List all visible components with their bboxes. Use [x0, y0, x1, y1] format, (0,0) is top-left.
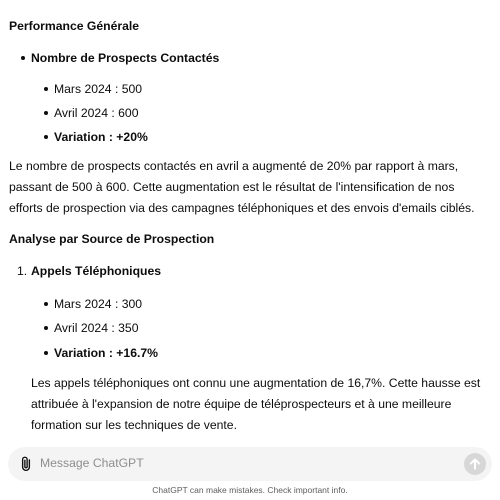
- list-item-variation: Variation : +20%: [54, 130, 148, 144]
- heading-analyse: Analyse par Source de Prospection: [9, 232, 215, 246]
- message-input[interactable]: Message ChatGPT: [40, 456, 144, 470]
- list-item: Avril 2024 : 600: [54, 106, 139, 120]
- list-item: Avril 2024 : 350: [54, 321, 139, 335]
- bullet: [21, 56, 25, 60]
- disclaimer-footer: ChatGPT can make mistakes. Check important info.: [152, 485, 348, 495]
- list-item-variation: Variation : +16.7%: [54, 346, 158, 360]
- send-button[interactable]: [464, 453, 486, 475]
- bullet: [44, 111, 48, 115]
- bullet: [44, 87, 48, 91]
- list-number: 1.: [17, 264, 28, 278]
- heading-performance: Performance Générale: [9, 19, 140, 33]
- bullet: [44, 135, 48, 139]
- section-title-appels: Appels Téléphoniques: [31, 264, 162, 278]
- paragraph: Le nombre de prospects contactés en avril a augmenté de 20% par rapport à mars, passant de 500 à 600. Cette augmentation est le résultat de l'intensification de nos efforts de prospection via des campagnes téléphoniques et des envois d'emails ciblés.: [9, 159, 475, 215]
- list-item: Mars 2024 : 500: [54, 82, 143, 96]
- bullet: [44, 351, 48, 355]
- bullet: [44, 326, 48, 330]
- list-item: Mars 2024 : 300: [54, 297, 143, 311]
- bullet: [44, 302, 48, 306]
- arrow-up-icon: [464, 453, 486, 475]
- paragraph: Les appels téléphoniques ont connu une augmentation de 16,7%. Cette hausse est attribuée à l'expansion de notre équipe de téléprospecteurs et à une meilleure formation sur les techniques de vente.: [31, 376, 481, 432]
- paperclip-icon[interactable]: [17, 455, 35, 473]
- message-composer[interactable]: [8, 447, 492, 481]
- section-title-prospects: Nombre de Prospects Contactés: [31, 51, 220, 65]
